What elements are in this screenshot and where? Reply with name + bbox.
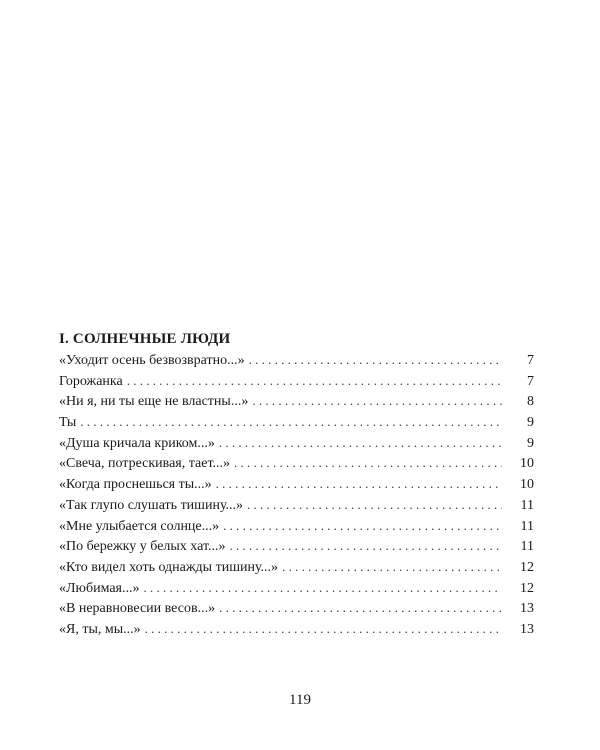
toc-entry-title: «Когда проснешься ты...» [59,477,212,493]
dot-leader [219,433,502,454]
dot-leader [282,557,502,578]
toc-entry-page: 7 [527,353,534,368]
dot-leader [219,598,502,619]
toc-entry-page: 10 [520,456,534,472]
dot-leader [249,350,502,371]
toc-entry [59,619,534,640]
toc-entry-title: «Душа кричала криком...» [59,435,215,451]
toc-entry-title: «Ни я, ни ты еще не властны...» [59,394,249,410]
dot-leader [216,474,502,495]
toc-entry-title: Ты [59,415,77,431]
toc-list [59,350,534,640]
dot-leader [252,391,502,412]
dot-leader [145,619,502,640]
toc-entry [59,557,534,578]
toc-entry [59,598,534,619]
toc-entry [59,495,534,516]
toc-entry [59,578,534,599]
toc-entry-page: 9 [527,435,534,451]
dot-leader [223,516,502,537]
toc-entry-title: «Свеча, потрескивая, тает...» [59,456,231,472]
toc-entry [59,453,534,474]
dot-leader [127,371,502,392]
toc-entry [59,391,534,412]
toc-entry-title: «Я, ты, мы...» [59,621,141,637]
toc-entry [59,536,534,557]
toc-entry-page: 13 [520,621,534,637]
table-of-contents [59,328,534,640]
toc-entry-page: 9 [527,415,534,431]
toc-entry [59,516,534,537]
dot-leader [234,453,502,474]
toc-entry-page: 11 [520,539,534,555]
toc-entry-page: 11 [520,497,534,513]
toc-entry-title: «Так глупо слушать тишину...» [59,497,244,513]
toc-entry-page: 12 [520,580,534,596]
toc-entry [59,371,534,392]
dot-leader [144,578,503,599]
toc-entry-title: «Уходит осень безвозвратно...» [59,353,245,368]
toc-entry [59,474,534,495]
dot-leader [247,495,502,516]
toc-entry-page: 13 [520,601,534,617]
toc-entry-page: 11 [520,518,534,534]
toc-entry-page: 7 [527,373,534,389]
page-number: 119 [289,692,311,708]
dot-leader [80,412,502,433]
toc-entry [59,350,534,371]
section-title: I. СОЛНЕЧНЫЕ ЛЮДИ [59,331,231,347]
toc-entry-title: «Кто видел хоть однажды тишину...» [59,559,279,575]
toc-entry-page: 8 [527,394,534,410]
dot-leader [230,536,502,557]
toc-entry-title: Горожанка [59,373,123,389]
toc-entry-title: «Мне улыбается солнце...» [59,518,220,534]
toc-entry [59,412,534,433]
toc-entry-page: 10 [520,477,534,493]
toc-entry-title: «По бережку у белых хат...» [59,539,226,555]
toc-entry [59,433,534,454]
toc-entry-title: «В неравновесии весов...» [59,601,216,617]
toc-entry-title: «Любимая...» [59,580,140,596]
toc-entry-page: 12 [520,559,534,575]
